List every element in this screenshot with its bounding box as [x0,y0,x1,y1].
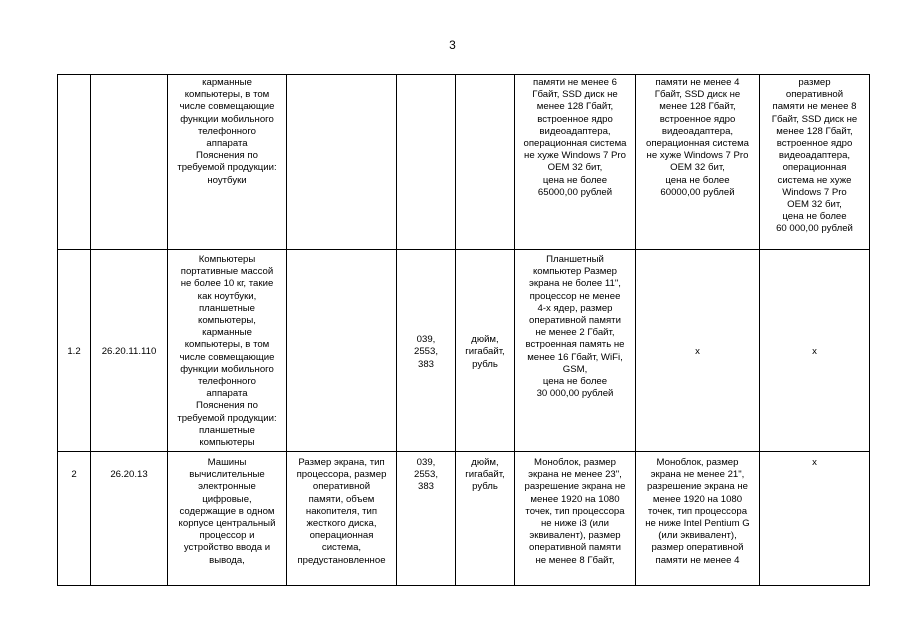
specification-table [57,74,870,586]
product-name-cell: Машины вычислительные электронные цифровые, содержащие в одном корпусе центральный процессор и устройство ввода и вывода, [168,452,287,586]
units-cell: дюйм, гигабайт, рубль [456,250,515,452]
table-row [58,75,870,250]
row-number-cell: 1.2 [58,250,91,452]
spec-cell-1: Моноблок, размер экрана не менее 23", разрешение экрана не менее 1920 на 1080 точек, тип процессора не ниже i3 (или эквивалент), размер оперативной памяти не менее 8 Гбайт, [515,452,636,586]
okei-code-cell: 039, 2553, 383 [397,452,456,586]
characteristics-cell [287,75,397,250]
spec-cell-3: х [760,250,870,452]
characteristics-cell: Размер экрана, тип процессора, размер оперативной памяти, объем накопителя, тип жесткого диска, операционная система, предустановленное [287,452,397,586]
spec-cell-2: Моноблок, размер экрана не менее 21", разрешение экрана не менее 1920 на 1080 точек, тип процессора не ниже Intel Pentium G (или эквивалент), размер оперативной памяти не менее 4 [636,452,760,586]
units-cell: дюйм, гигабайт, рубль [456,452,515,586]
characteristics-cell [287,250,397,452]
product-name-cell: Компьютеры портативные массой не более 10 кг, такие как ноутбуки, планшетные компьютеры, карманные компьютеры, в том числе совмещающие функции мобильного телефонного аппарата Пояснения по требуемой продукции: планшетные компьютеры [168,250,287,452]
spec-cell-2: памяти не менее 4 Гбайт, SSD диск не менее 128 Гбайт, встроенное ядро видеоадаптера, операционная система не хуже Windows 7 Pro OEM 32 бит, цена не более 60000,00 рублей [636,75,760,250]
page-number: 3 [449,38,456,52]
units-cell [456,75,515,250]
okei-code-cell [397,75,456,250]
okpd-code-cell: 26.20.11.110 [91,250,168,452]
table-row [58,250,870,452]
spec-cell-3: размер оперативной памяти не менее 8 Гбайт, SSD диск не менее 128 Гбайт, встроенное ядро видеоадаптера, операционная система не хуже Windows 7 Pro OEM 32 бит, цена не более 60 000,00 рублей [760,75,870,250]
table-row [58,452,870,586]
row-number-cell [58,75,91,250]
okei-code-cell: 039, 2553, 383 [397,250,456,452]
spec-cell-1: памяти не менее 6 Гбайт, SSD диск не менее 128 Гбайт, встроенное ядро видеоадаптера, операционная система не хуже Windows 7 Pro OEM 32 бит, цена не более 65000,00 рублей [515,75,636,250]
row-number-cell: 2 [58,452,91,586]
spec-cell-1: Планшетный компьютер Размер экрана не более 11", процессор не менее 4-х ядер, размер оперативной памяти не менее 2 Гбайт, встроенная память не менее 16 Гбайт, WiFi, GSM, цена не более 30 000,00 рублей [515,250,636,452]
spec-cell-2: х [636,250,760,452]
product-name-cell: карманные компьютеры, в том числе совмещающие функции мобильного телефонного аппарата Пояснения по требуемой продукции: ноутбуки [168,75,287,250]
okpd-code-cell [91,75,168,250]
okpd-code-cell: 26.20.13 [91,452,168,586]
spec-cell-3: х [760,452,870,586]
